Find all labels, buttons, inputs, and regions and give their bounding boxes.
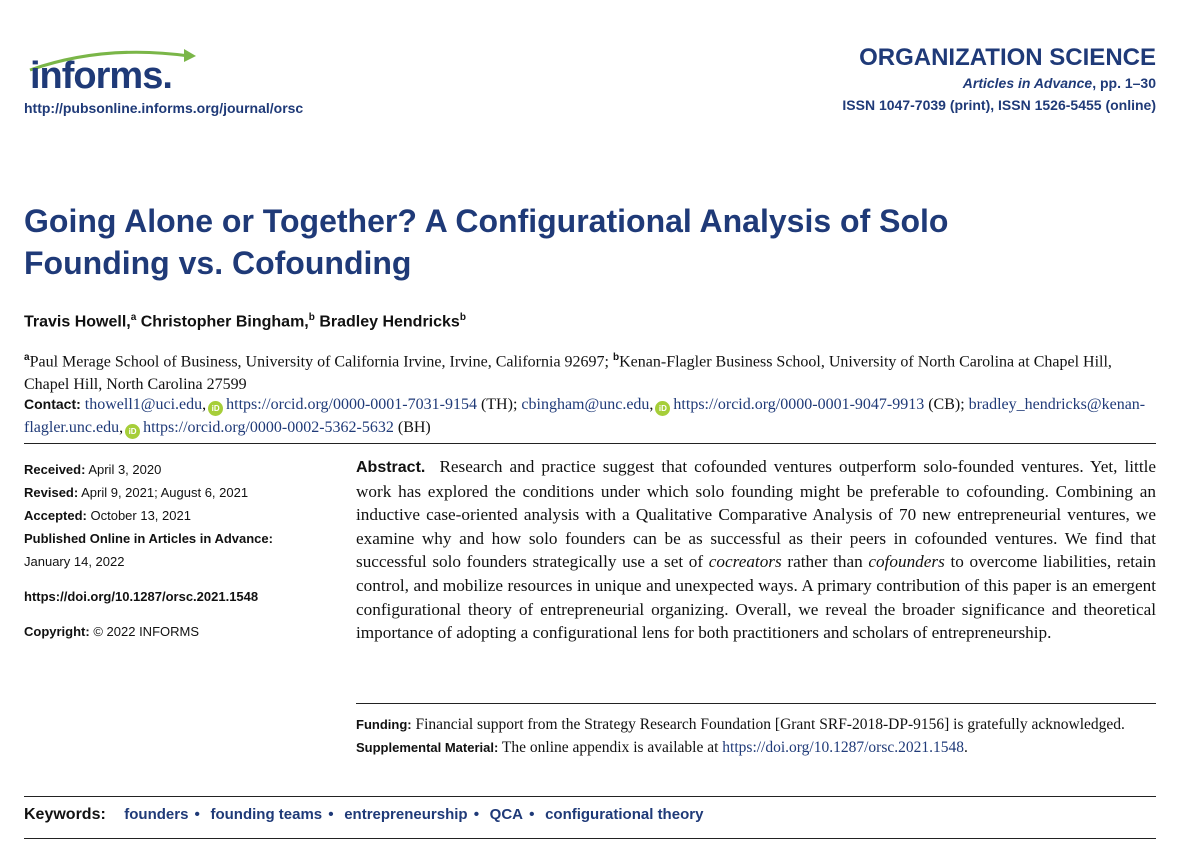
funding-section (356, 713, 1156, 759)
supplemental-end: . (964, 739, 968, 756)
published-label: Published Online in Articles in Advance: (24, 531, 273, 546)
email-link[interactable]: bradley_hendricks@kenan-flagler.unc.edu (24, 396, 1146, 436)
page-range: , pp. 1–30 (1092, 75, 1156, 91)
author-name: Christopher Bingham, (140, 313, 309, 331)
author-list (24, 312, 466, 331)
received-row (24, 458, 334, 481)
funding-text: Financial support from the Strategy Research Foundation [Grant SRF-2018-DP-9156] is gratefully acknowledged. (415, 716, 1125, 733)
author-name: Travis Howell, (24, 313, 131, 331)
author-tag: (BH) (397, 419, 431, 436)
keyword-separator: • (529, 806, 535, 823)
supplemental-link[interactable]: https://doi.org/10.1287/orsc.2021.1548 (722, 739, 964, 756)
author-name: Bradley Hendricks (319, 313, 460, 331)
funding-row (356, 713, 1156, 736)
abstract-italic-term: cocreators (708, 552, 782, 572)
doi-link[interactable]: https://doi.org/10.1287/orsc.2021.1548 (24, 589, 259, 604)
published-row (24, 527, 334, 573)
accepted-row (24, 504, 334, 527)
keyword-separator: • (473, 806, 480, 823)
article-title (24, 200, 1144, 284)
abstract-text: to overcome liabilities, retain control, and mobilize resources in unique and unexpected ways. A primary contribution of this paper is an emergent configurational theory of entrepreneurial organizing. Overall, we reveal the broader significance and theoretical importance of adopting a configurational lens for both practitioners and scholars of entrepreneurship. (356, 552, 1157, 643)
affil-sup-a: a (24, 352, 30, 363)
journal-url[interactable]: http://pubsonline.informs.org/journal/orsc (24, 100, 304, 116)
copyright-text: © 2022 INFORMS (93, 624, 200, 639)
keyword[interactable]: entrepreneurship (344, 806, 468, 823)
published-date: January 14, 2022 (24, 554, 125, 569)
supplemental-row (356, 736, 1156, 759)
affil-sup-b: b (613, 352, 620, 363)
received-date: April 3, 2020 (88, 462, 162, 477)
author-tag: (CB); (928, 396, 965, 413)
keyword[interactable]: configurational theory (545, 806, 704, 823)
orcid-link[interactable]: https://orcid.org/0000-0001-9047-9913 (673, 396, 925, 413)
affiliations (24, 346, 1144, 396)
keyword[interactable]: QCA (489, 806, 523, 823)
affiliation-b: Kenan-Flagler Business School, University of North Carolina at Chapel Hill, Chapel Hill, North Carolina 27599 (24, 353, 1112, 394)
orcid-icon: iD (125, 424, 140, 439)
supplemental-text: The online appendix is available at (501, 739, 719, 756)
accepted-date: October 13, 2021 (90, 508, 191, 523)
keyword[interactable]: founders (124, 806, 189, 823)
abstract-text: rather than (787, 552, 863, 572)
supplemental-label: Supplemental Material: (356, 740, 499, 755)
divider (24, 796, 1156, 797)
keyword-separator: • (328, 806, 334, 823)
author-affil-sup: a (130, 312, 137, 323)
contact-line: Contact: thowell1@uci.edu, iD https://orcid.org/0000-0001-7031-9154 (TH); cbingham@unc.edu, iD https://orcid.org/0000-0001-9047-9913 (CB); bradley_hendricks@kenan-flagler.unc.edu, iD https://orcid.org/0000-0002-5362-5632 (BH) (24, 393, 1154, 439)
orcid-link[interactable]: https://orcid.org/0000-0001-7031-9154 (226, 396, 477, 413)
keywords-label: Keywords: (24, 806, 106, 823)
divider (24, 838, 1156, 839)
title-line-1: Going Alone or Together? A Configurational Analysis of Solo (24, 203, 949, 239)
affiliation-a: Paul Merage School of Business, University of California Irvine, Irvine, California 92697; (29, 353, 609, 371)
divider (356, 703, 1156, 704)
accepted-label: Accepted: (24, 508, 87, 523)
journal-name: ORGANIZATION SCIENCE (859, 44, 1156, 71)
revised-dates: April 9, 2021; August 6, 2021 (81, 485, 249, 500)
revised-label: Revised: (24, 485, 79, 500)
keyword[interactable]: founding teams (210, 806, 323, 823)
abstract (356, 455, 1156, 645)
email-link[interactable]: thowell1@uci.edu (84, 396, 203, 413)
articles-in-advance: Articles in Advance (962, 75, 1093, 91)
journal-pages (842, 72, 1156, 94)
author-affil-sup: b (308, 312, 315, 323)
title-line-2: Founding vs. Cofounding (24, 245, 412, 281)
logo-wordmark: informs. (30, 55, 172, 97)
article-history (24, 458, 334, 643)
author-affil-sup: b (459, 312, 466, 323)
copyright-label: Copyright: (24, 624, 90, 639)
orcid-icon: iD (208, 401, 223, 416)
divider (24, 443, 1156, 444)
copyright-row (24, 620, 334, 643)
abstract-italic-term: cofounders (868, 552, 945, 572)
journal-info (842, 44, 1156, 116)
keywords (24, 806, 703, 824)
revised-row (24, 481, 334, 504)
funding-label: Funding: (356, 717, 412, 732)
informs-logo (24, 46, 204, 98)
keyword-separator: • (194, 806, 201, 823)
orcid-icon: iD (655, 401, 670, 416)
abstract-text: Research and practice suggest that cofounded ventures outperform solo-founded ventures. Yet, little work has explored the conditions under which solo founding might be preferable to cofounding. Combining an inductive case-oriented analysis with a Qualitative Comparative Analysis of 70 new entrepreneurial ventures, we examine why and how solo founders can be as successful as their peers in cofounded ventures. We find that successful solo founders strategically use a set of (356, 457, 1156, 572)
journal-issn: ISSN 1047-7039 (print), ISSN 1526-5455 (online) (842, 97, 1156, 113)
contact-label: Contact: (24, 396, 81, 412)
author-tag: (TH); (480, 396, 518, 413)
email-link[interactable]: cbingham@unc.edu (521, 396, 650, 413)
orcid-link[interactable]: https://orcid.org/0000-0002-5362-5632 (143, 419, 394, 436)
received-label: Received: (24, 462, 86, 477)
abstract-label: Abstract. (356, 459, 426, 476)
